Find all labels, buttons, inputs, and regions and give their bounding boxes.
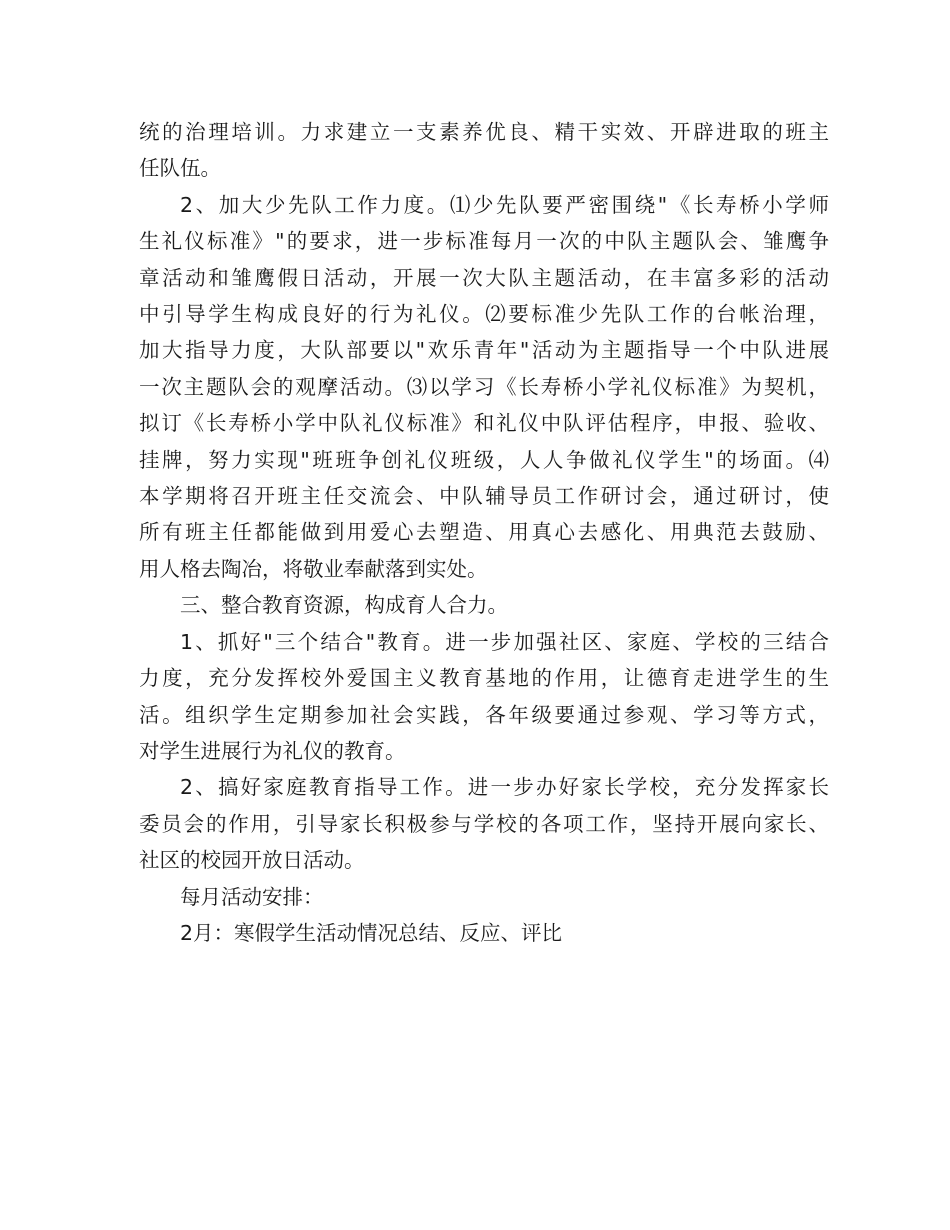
text-line: 加大指导力度，大队部要以"欢乐青年"活动为主题指导一个中队进展 [139, 338, 829, 363]
paragraph [139, 114, 829, 187]
text-line: 1、抓好"三个结合"教育。进一步加强社区、家庭、学校的三结合 [180, 629, 829, 654]
text-line: 中引导学生构成良好的行为礼仪。⑵要标准少先队工作的台帐治理， [139, 302, 829, 327]
paragraph [139, 187, 829, 587]
text-line: 对学生进展行为礼仪的教育。 [139, 738, 406, 763]
paragraph [139, 879, 829, 915]
paragraph [139, 624, 829, 770]
text-line: 活。组织学生定期参加社会实践，各年级要通过参观、学习等方式， [139, 702, 829, 727]
text-line: 所有班主任都能做到用爱心去塑造、用真心去感化、用典范去鼓励、 [139, 520, 829, 545]
text-line: 章活动和雏鹰假日活动，开展一次大队主题活动，在丰富多彩的活动 [139, 265, 829, 290]
text-line: 三、整合教育资源，构成育人合力。 [180, 593, 508, 618]
text-line: 2、搞好家庭教育指导工作。进一步办好家长学校，充分发挥家长 [180, 775, 829, 800]
paragraph [139, 769, 829, 878]
paragraph [139, 587, 829, 623]
text-line: 任队伍。 [139, 156, 221, 181]
text-line: 本学期将召开班主任交流会、中队辅导员工作研讨会，通过研讨，使 [139, 484, 829, 509]
text-line: 委员会的作用，引导家长积极参与学校的各项工作，坚持开展向家长、 [139, 811, 829, 836]
paragraph [139, 915, 829, 951]
text-line: 每月活动安排： [180, 884, 324, 909]
text-line: 生礼仪标准》"的要求，进一步标准每月一次的中队主题队会、雏鹰争 [139, 229, 829, 254]
text-line: 2、加大少先队工作力度。⑴少先队要严密围绕"《长寿桥小学师 [180, 192, 829, 217]
text-line: 一次主题队会的观摩活动。⑶以学习《长寿桥小学礼仪标准》为契机， [139, 374, 829, 399]
text-line: 2月：寒假学生活动情况总结、反应、评比 [180, 920, 563, 945]
document-body [139, 114, 829, 951]
text-line: 拟订《长寿桥小学中队礼仪标准》和礼仪中队评估程序，申报、验收、 [139, 411, 829, 436]
text-line: 力度，充分发挥校外爱国主义教育基地的作用，让德育走进学生的生 [139, 666, 829, 691]
text-line: 挂牌，努力实现"班班争创礼仪班级，人人争做礼仪学生"的场面。⑷ [139, 447, 829, 472]
text-line: 用人格去陶冶，将敬业奉献落到实处。 [139, 556, 488, 581]
text-line: 社区的校园开放日活动。 [139, 848, 365, 873]
text-line: 统的治理培训。力求建立一支素养优良、精干实效、开辟进取的班主 [139, 120, 829, 144]
